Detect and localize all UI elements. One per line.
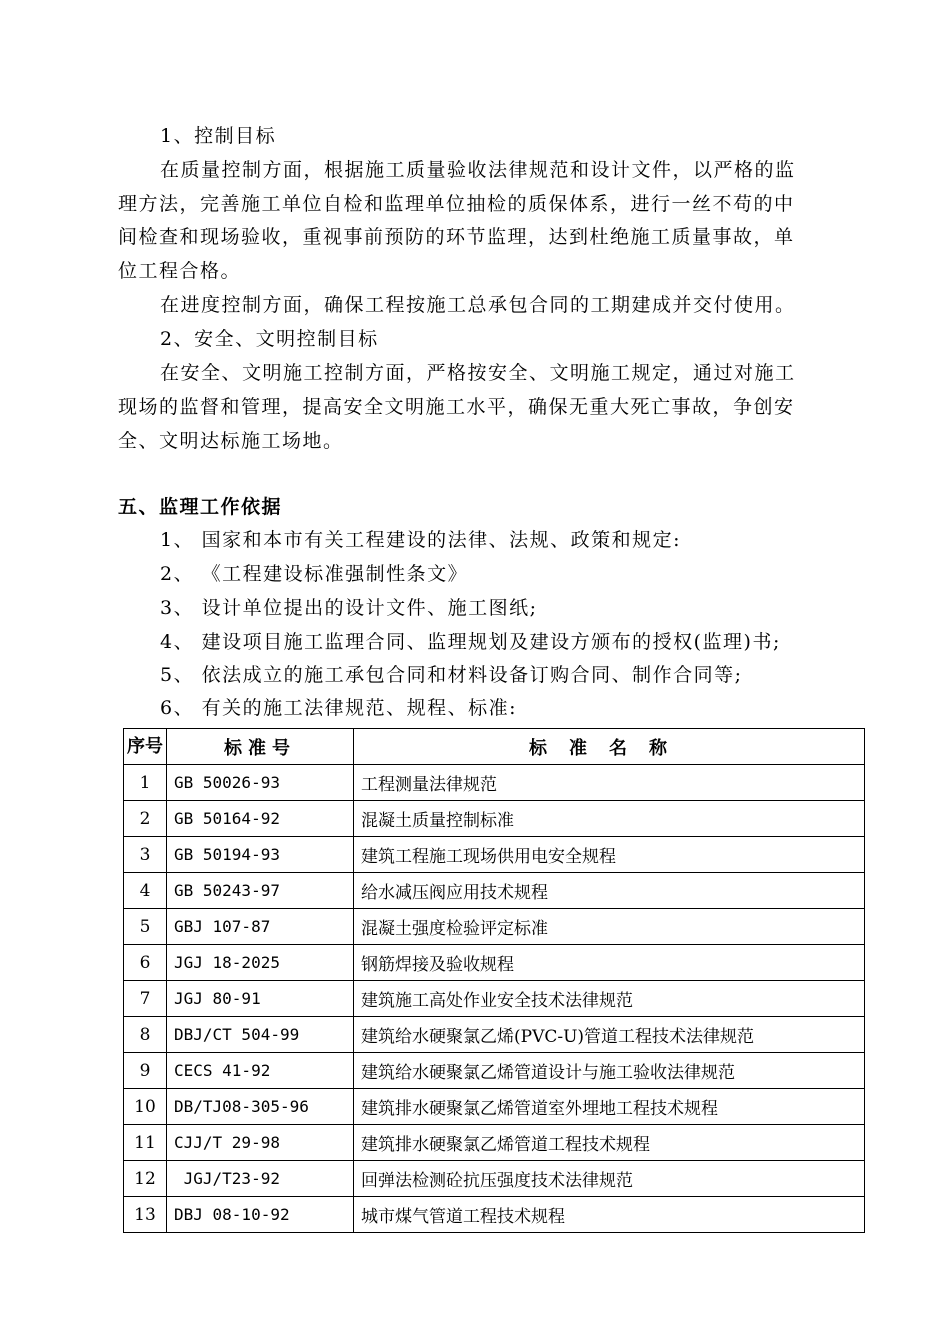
row-standard-code: JGJ/T23-92 (167, 1161, 354, 1197)
basis-item: 6、 有关的施工法律规范、规程、标准: (160, 697, 518, 719)
basis-item: 2、 《工程建设标准强制性条文》 (160, 563, 469, 585)
row-standard-code: GB 50164-92 (167, 801, 354, 837)
row-standard-name: 钢筋焊接及验收规程 (354, 945, 865, 981)
control-goal-heading: 1、控制目标 (160, 125, 277, 147)
row-standard-name: 建筑施工高处作业安全技术法律规范 (354, 981, 865, 1017)
quality-paragraph-line: 位工程合格。 (118, 260, 242, 282)
table-row (124, 1125, 865, 1161)
table-row (124, 1197, 865, 1233)
row-standard-name: 混凝土质量控制标准 (354, 801, 865, 837)
row-standard-code: JGJ 18-2025 (167, 945, 354, 981)
row-serial-number: 8 (124, 1017, 167, 1053)
row-standard-name: 建筑给水硬聚氯乙烯管道设计与施工验收法律规范 (354, 1053, 865, 1089)
table-body (124, 765, 865, 1233)
row-serial-number: 6 (124, 945, 167, 981)
section-title: 五、监理工作依据 (118, 496, 283, 518)
row-standard-code: DB/TJ08-305-96 (167, 1089, 354, 1125)
row-standard-code: DBJ/CT 504-99 (167, 1017, 354, 1053)
schedule-paragraph: 在进度控制方面，确保工程按施工总承包合同的工期建成并交付使用。 (160, 294, 796, 316)
row-standard-code: CECS 41-92 (167, 1053, 354, 1089)
quality-paragraph-line: 间检查和现场验收，重视事前预防的环节监理，达到杜绝施工质量事故，单 (118, 226, 795, 248)
table-row (124, 1017, 865, 1053)
row-serial-number: 13 (124, 1197, 167, 1233)
row-standard-name: 回弹法检测砼抗压强度技术法律规范 (354, 1161, 865, 1197)
header-serial-number: 序号 (124, 729, 167, 765)
table-row (124, 765, 865, 801)
row-standard-name: 工程测量法律规范 (354, 765, 865, 801)
row-standard-code: CJJ/T 29-98 (167, 1125, 354, 1161)
safety-paragraph-line: 现场的监督和管理，提高安全文明施工水平，确保无重大死亡事故，争创安 (118, 396, 795, 418)
row-standard-code: GBJ 107-87 (167, 909, 354, 945)
row-standard-name: 建筑排水硬聚氯乙烯管道工程技术规程 (354, 1125, 865, 1161)
table-row (124, 1161, 865, 1197)
row-serial-number: 10 (124, 1089, 167, 1125)
row-serial-number: 7 (124, 981, 167, 1017)
safety-goal-heading: 2、安全、文明控制目标 (160, 328, 379, 350)
row-standard-code: GB 50026-93 (167, 765, 354, 801)
table-row (124, 801, 865, 837)
row-standard-name: 给水减压阀应用技术规程 (354, 873, 865, 909)
row-standard-name: 建筑工程施工现场供用电安全规程 (354, 837, 865, 873)
table-row (124, 1053, 865, 1089)
table-header-row (124, 729, 865, 765)
table-row (124, 945, 865, 981)
header-standard-code: 标准号 (167, 729, 354, 765)
table-row (124, 981, 865, 1017)
safety-paragraph-line: 全、文明达标施工场地。 (118, 430, 344, 452)
header-standard-name: 标准名称 (354, 729, 865, 765)
quality-paragraph-line: 理方法，完善施工单位自检和监理单位抽检的质保体系，进行一丝不苟的中 (118, 193, 795, 215)
table-row (124, 1089, 865, 1125)
basis-item: 1、 国家和本市有关工程建设的法律、法规、政策和规定: (160, 529, 682, 551)
row-standard-code: JGJ 80-91 (167, 981, 354, 1017)
row-serial-number: 12 (124, 1161, 167, 1197)
table-row (124, 909, 865, 945)
table-row (124, 837, 865, 873)
table-row (124, 873, 865, 909)
row-standard-name: 建筑排水硬聚氯乙烯管道室外埋地工程技术规程 (354, 1089, 865, 1125)
basis-item: 3、 设计单位提出的设计文件、施工图纸; (160, 597, 538, 619)
row-serial-number: 3 (124, 837, 167, 873)
row-standard-code: GB 50194-93 (167, 837, 354, 873)
row-standard-name: 城市煤气管道工程技术规程 (354, 1197, 865, 1233)
row-serial-number: 11 (124, 1125, 167, 1161)
row-standard-code: DBJ 08-10-92 (167, 1197, 354, 1233)
basis-item: 5、 依法成立的施工承包合同和材料设备订购合同、制作合同等; (160, 664, 743, 686)
row-standard-code: GB 50243-97 (167, 873, 354, 909)
quality-paragraph-line: 在质量控制方面，根据施工质量验收法律规范和设计文件，以严格的监 (160, 159, 796, 181)
row-serial-number: 4 (124, 873, 167, 909)
basis-item: 4、 建设项目施工监理合同、监理规划及建设方颁布的授权(监理)书; (160, 631, 781, 653)
row-serial-number: 5 (124, 909, 167, 945)
safety-paragraph-line: 在安全、文明施工控制方面，严格按安全、文明施工规定，通过对施工 (160, 362, 796, 384)
row-serial-number: 2 (124, 801, 167, 837)
standards-table (123, 728, 865, 1233)
row-standard-name: 建筑给水硬聚氯乙烯(PVC-U)管道工程技术法律规范 (354, 1017, 865, 1053)
row-serial-number: 9 (124, 1053, 167, 1089)
row-serial-number: 1 (124, 765, 167, 801)
row-standard-name: 混凝土强度检验评定标准 (354, 909, 865, 945)
